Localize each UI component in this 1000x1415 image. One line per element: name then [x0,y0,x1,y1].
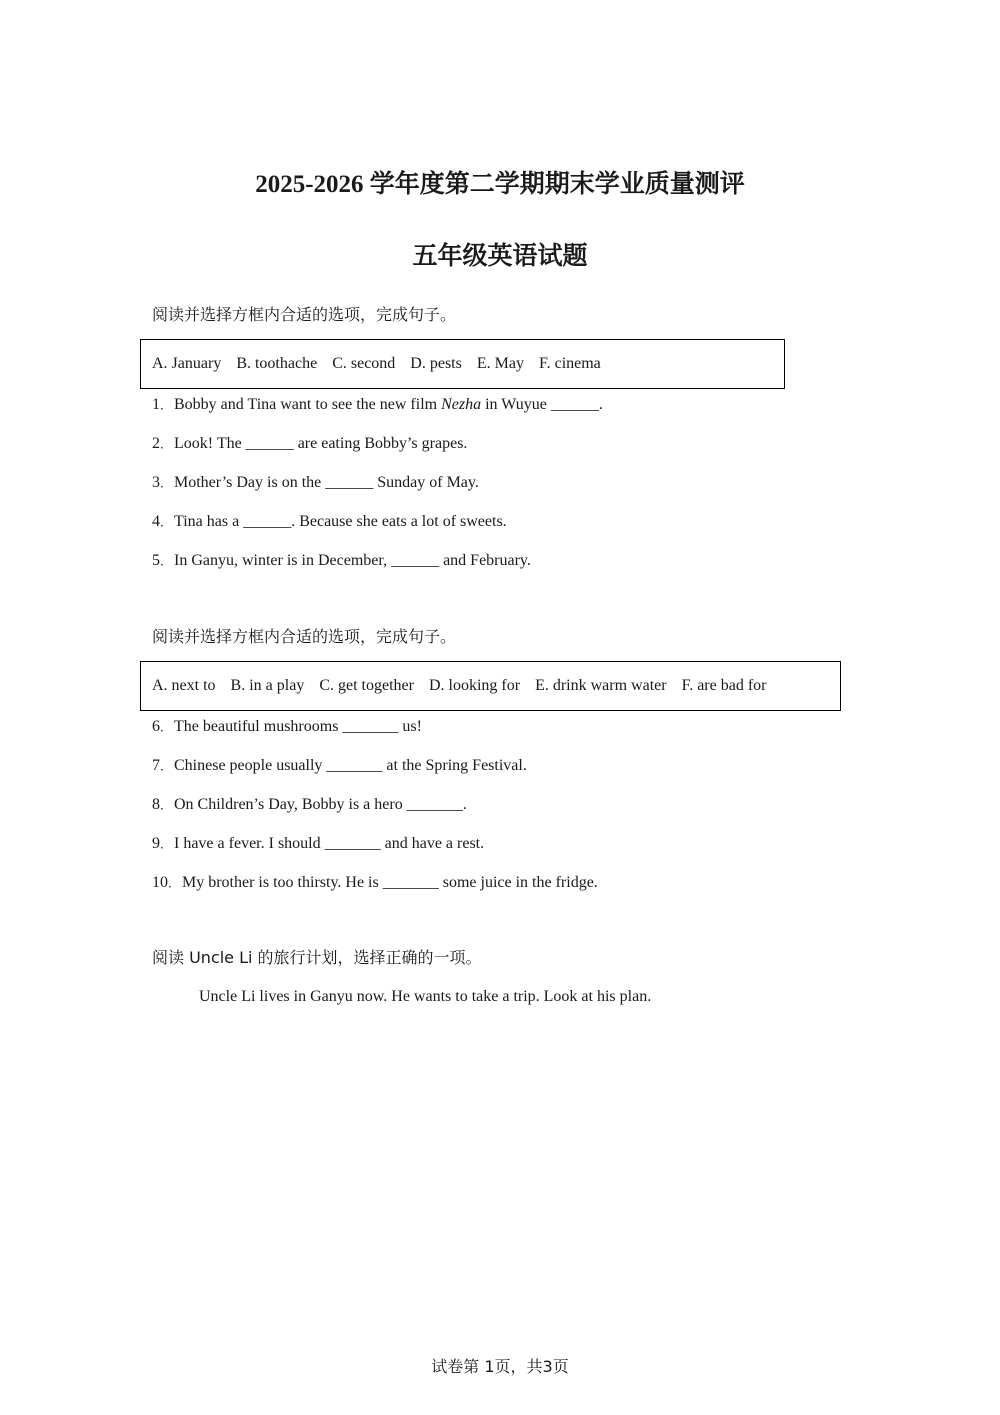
option-c: C. get together [319,677,414,694]
option-d: D. pests [410,355,462,372]
question-9: 9． I have a fever. I should _______ and have a rest. [152,833,484,855]
section1-option-box [140,339,785,389]
question-text-before: Bobby and Tina want to see the new film [174,396,442,413]
question-5: 5． In Ganyu, winter is in December, ______ and February. [152,550,531,572]
question-text: I have a fever. I should _______ and have a rest. [174,835,485,852]
section2-option-box [140,661,841,711]
option-c: C. second [332,355,396,372]
question-text: The beautiful mushrooms _______ us! [174,718,422,735]
question-text: Mother’s Day is on the ______ Sunday of May. [174,474,479,491]
question-number: 10 [152,874,168,891]
question-text: Look! The ______ are eating Bobby’s grapes. [174,435,468,452]
question-6: 6． The beautiful mushrooms _______ us! [152,716,422,738]
question-4: 4． Tina has a ______. Because she eats a lot of sweets. [152,511,507,533]
question-number: 2 [152,435,160,452]
question-number: 4 [152,513,160,530]
question-number: 7 [152,757,160,774]
option-e: E. May [476,355,524,372]
question-1: 1． Bobby and Tina want to see the new film Nezha in Wuyue ______. [152,394,603,416]
section2-instruction: 阅读并选择方框内合适的选项，完成句子。 [152,627,457,646]
option-a: A. January [152,355,222,372]
question-text: On Children’s Day, Bobby is a hero _______. [174,796,467,813]
question-number: 8 [152,796,160,813]
question-number: 6 [152,718,160,735]
question-text: Chinese people usually _______ at the Spring Festival. [174,757,527,774]
question-number: 1 [152,396,160,413]
question-text: In Ganyu, winter is in December, ______ and February. [174,552,531,569]
option-a: A. next to [152,677,216,694]
question-number: 5 [152,552,160,569]
page-footer: 试卷第 1页，共3页 [431,1357,569,1376]
question-number: 3 [152,474,160,491]
option-f: F. cinema [538,355,601,372]
option-f: F. are bad for [681,677,767,694]
question-10: 10． My brother is too thirsty. He is _______ some juice in the fridge. [152,872,598,894]
option-b: B. in a play [230,677,305,694]
question-text: My brother is too thirsty. He is _______ some juice in the fridge. [182,874,598,891]
exam-title: 2025-2026 学年度第二学期期末学业质量测评 [255,171,745,198]
option-e: E. drink warm water [535,677,667,694]
section1-instruction: 阅读并选择方框内合适的选项，完成句子。 [152,305,457,324]
question-3: 3． Mother’s Day is on the ______ Sunday of May. [152,472,479,494]
question-text: Tina has a ______. Because she eats a lot of sweets. [174,513,507,530]
option-b: B. toothache [236,355,318,372]
question-7: 7． Chinese people usually _______ at the Spring Festival. [152,755,527,777]
exam-subtitle: 五年级英语试题 [412,243,588,270]
option-d: D. looking for [428,677,521,694]
section3-instruction: 阅读 Uncle Li 的旅行计划，选择正确的一项。 [152,948,482,967]
film-title: Nezha [441,396,482,413]
question-8: 8． On Children’s Day, Bobby is a hero _______. [152,794,467,816]
question-2: 2． Look! The ______ are eating Bobby’s grapes. [152,433,467,455]
passage-intro: Uncle Li lives in Ganyu now. He wants to take a trip. Look at his plan. [199,988,652,1005]
question-number: 9 [152,835,160,852]
question-text-after: in Wuyue ______. [481,396,603,413]
